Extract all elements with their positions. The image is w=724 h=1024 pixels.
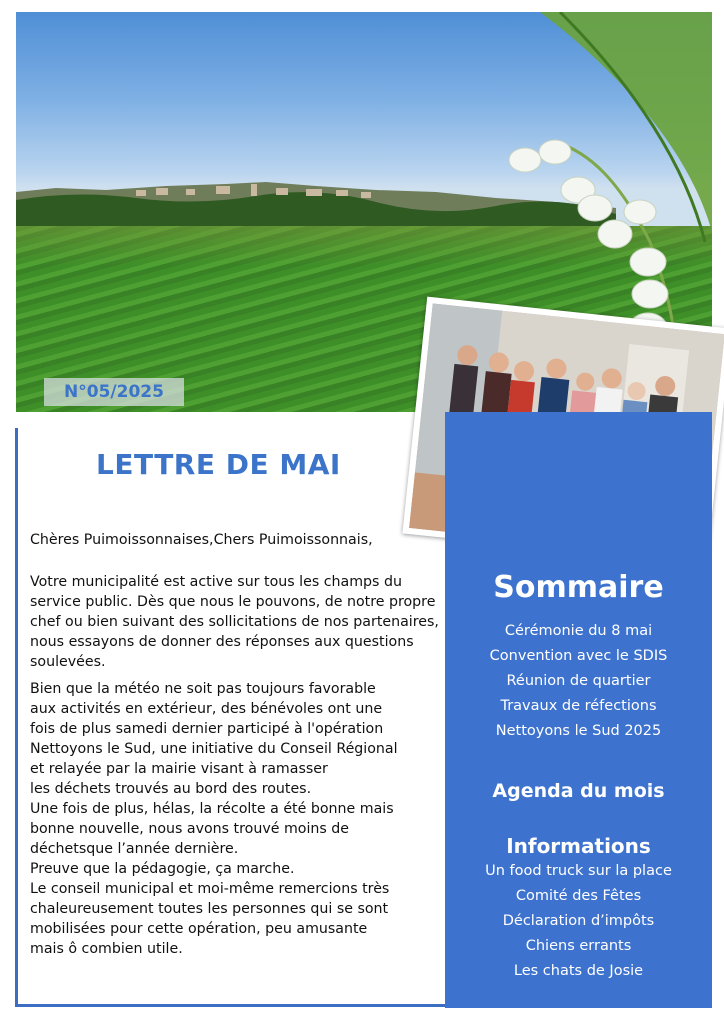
- left-border-line: [15, 428, 18, 1006]
- letter-line: Le conseil municipal et moi-même remercions très: [30, 881, 390, 897]
- letter-line: chaleureusement toutes les personnes qui se sont: [30, 901, 389, 917]
- letter-line: aux activités en extérieur, des bénévoles ont une: [30, 701, 383, 717]
- sommaire-item[interactable]: Convention avec le SDIS: [489, 648, 668, 664]
- letter-line: fois de plus samedi dernier participé à l'opération: [30, 721, 384, 737]
- sommaire-item[interactable]: Travaux de réfections: [500, 698, 657, 714]
- letter-line: les déchets trouvés au bord des routes.: [30, 781, 312, 797]
- sommaire-item[interactable]: Réunion de quartier: [506, 673, 651, 689]
- letter-greeting: Chères Puimoissonnaises,Chers Puimoissonnais,: [30, 532, 373, 548]
- informations-item[interactable]: Les chats de Josie: [513, 963, 644, 979]
- letter-line: Nettoyons le Sud, une initiative du Conseil Régional: [30, 741, 398, 757]
- letter-line: mobilisées pour cette opération, peu amusante: [30, 921, 368, 937]
- bottom-border-line: [15, 1004, 445, 1007]
- letter-paragraph-1: Votre municipalité est active sur tous les champs du service public. Dès que nous le pouvons, de notre propre chef ou bien suivant des sollicitations de nos partenaires, nous essayons de donner des réponses aux questions soulevées.: [30, 574, 439, 670]
- letter-title: LETTRE DE MAI: [96, 448, 341, 481]
- informations-item[interactable]: Un food truck sur la place: [485, 863, 672, 879]
- letter-body: [30, 530, 440, 959]
- letter-line: Une fois de plus, hélas, la récolte a été bonne mais: [30, 801, 394, 817]
- sommaire-item[interactable]: Cérémonie du 8 mai: [504, 623, 653, 639]
- informations-heading: Informations: [506, 834, 651, 858]
- letter-line: Bien que la météo ne soit pas toujours favorable: [30, 681, 376, 697]
- informations-item[interactable]: Chiens errants: [525, 938, 632, 954]
- letter-line: mais ô combien utile.: [30, 941, 183, 957]
- informations-item[interactable]: Déclaration d’impôts: [502, 913, 655, 929]
- informations-list: [445, 859, 712, 984]
- letter-line: et relayée par la mairie visant à ramasser: [30, 761, 328, 777]
- letter-line: Preuve que la pédagogie, ça marche.: [30, 861, 295, 877]
- sommaire-heading: Sommaire: [493, 570, 664, 605]
- sommaire-list: [445, 619, 712, 744]
- letter-line: déchetsque l’année dernière.: [30, 841, 239, 857]
- informations-item[interactable]: Comité des Fêtes: [515, 888, 642, 904]
- letter-line: bonne nouvelle, nous avons trouvé moins de: [30, 821, 350, 837]
- sommaire-item[interactable]: Nettoyons le Sud 2025: [495, 723, 662, 739]
- agenda-heading[interactable]: Agenda du mois: [492, 780, 665, 802]
- edition-number-badge: N°05/2025: [44, 378, 184, 406]
- letter-paragraph-2: [30, 679, 440, 959]
